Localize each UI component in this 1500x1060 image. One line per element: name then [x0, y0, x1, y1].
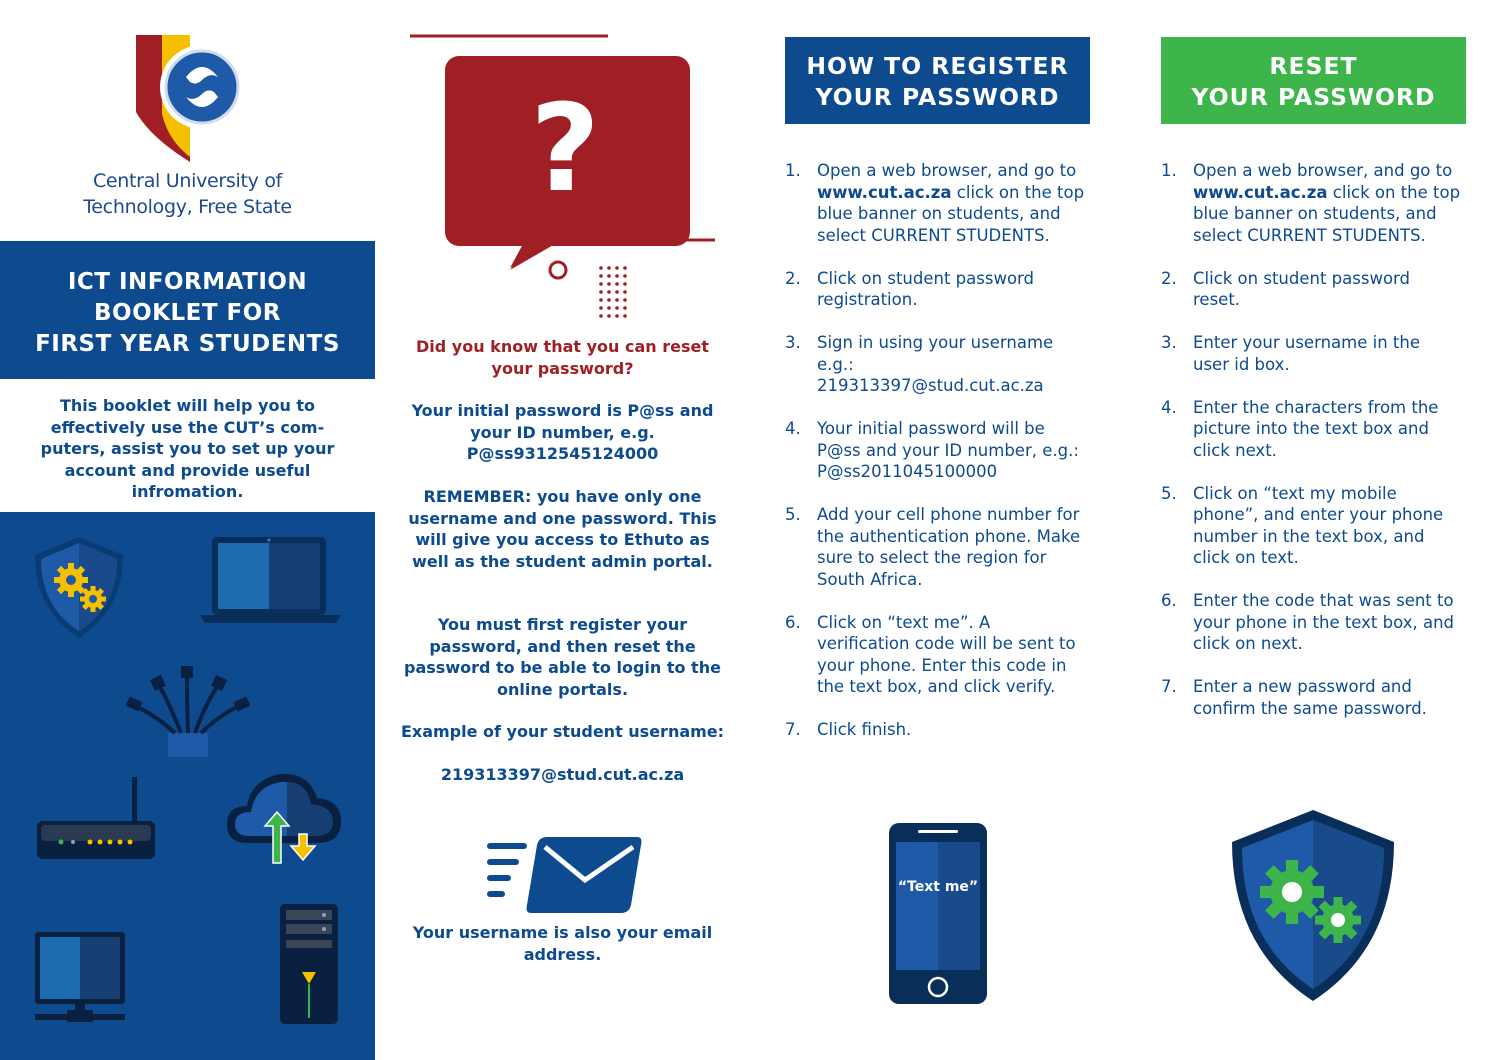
step-text: Your initial password will be P@ss and your ID number, e.g.: P@ss2011045100000	[817, 419, 1079, 481]
register-steps	[785, 160, 1085, 762]
shield-gears-icon	[33, 535, 125, 640]
cut-website-link[interactable]: www.cut.ac.za	[817, 182, 952, 202]
reset-question: Did you know that you can reset your password?	[416, 337, 709, 378]
reset-step-7	[1161, 676, 1461, 719]
register-step-1	[785, 160, 1085, 246]
step-number: 4.	[785, 419, 801, 438]
step-number: 5.	[785, 505, 801, 524]
cloud-transfer-icon	[225, 768, 343, 868]
example-username-label: Example of your student username:	[400, 722, 725, 741]
step-text: Click finish.	[817, 720, 912, 739]
reset-title-line1: RESET	[1269, 52, 1358, 80]
email-note: Your username is also your email address.	[412, 923, 713, 964]
svg-text:?: ?	[530, 80, 600, 219]
remember-note: REMEMBER: you have only one username and one password. This will give you access to Ethuto as well as the student admin portal.	[408, 487, 717, 571]
step-text: Enter your username in the user id box.	[1193, 333, 1420, 374]
step-text: Click on “text me”. A verification code will be sent to your phone. Enter this code in the text box, and click verify.	[817, 612, 1076, 696]
step-number: 2.	[785, 268, 801, 288]
university-logo-icon	[130, 32, 245, 167]
mobile-phone-icon	[888, 822, 988, 1005]
step-number: 2.	[1161, 268, 1177, 288]
step-text: Add your cell phone number for the authentication phone. Make sure to select the region for South Africa.	[817, 505, 1081, 589]
step-number: 3.	[785, 333, 801, 352]
register-step-6	[785, 612, 1085, 698]
register-step-4	[785, 418, 1085, 483]
step-text-pre: Open a web browser, and go to	[1193, 161, 1453, 180]
router-icon	[35, 775, 160, 863]
booklet-title-line2: BOOKLET FOR	[94, 300, 281, 326]
reset-step-4	[1161, 397, 1461, 462]
reset-step-2	[1161, 268, 1461, 311]
register-title-line1: HOW TO REGISTER	[806, 52, 1069, 80]
step-text-post: click on the top blue banner on students, and select CURRENT STUDENTS.	[817, 182, 1085, 245]
step-number: 1.	[1161, 161, 1177, 180]
step-text: Click on “text my mobile phone”, and enter your phone number in the text box, and click on text.	[1193, 483, 1444, 567]
step-text: Enter a new password and confirm the same password.	[1193, 677, 1427, 718]
reset-title-line2: YOUR PASSWORD	[1191, 83, 1436, 111]
reset-step-5	[1161, 483, 1461, 569]
step-text: Sign in using your username e.g.: 219313397@stud.cut.ac.za	[817, 333, 1054, 395]
reset-step-1	[1161, 160, 1461, 246]
shield-gears-icon	[1230, 808, 1396, 1003]
register-step-5	[785, 504, 1085, 590]
register-step-2	[785, 268, 1085, 311]
desktop-tower-icon	[278, 902, 343, 1027]
step-text-post: click on the top blue banner on students, and select CURRENT STUDENTS.	[1193, 182, 1461, 245]
university-name	[0, 168, 375, 220]
booklet-title-line1: ICT INFORMATION	[67, 269, 308, 295]
booklet-intro: This booklet will help you to effectively use the CUT’s com-puters, assist you to set up your account and provide useful infromation.	[40, 396, 335, 501]
step-number: 6.	[1161, 591, 1177, 610]
reset-steps	[1161, 160, 1461, 741]
register-header	[785, 37, 1090, 124]
step-number: 3.	[1161, 333, 1177, 352]
register-step-7	[785, 719, 1085, 741]
step-text: Click on student password reset.	[1193, 268, 1411, 309]
register-step-3	[785, 332, 1085, 397]
step-text: Enter the code that was sent to your phone in the text box, and click on next.	[1193, 591, 1455, 653]
step-text-pre: Open a web browser, and go to	[817, 161, 1077, 180]
step-text: Enter the characters from the picture into the text box and click next.	[1193, 397, 1439, 460]
example-username: 219313397@stud.cut.ac.za	[440, 765, 685, 784]
initial-password-note: Your initial password is P@ss and your ID number, e.g. P@ss9312545124000	[411, 401, 714, 463]
register-title-line2: YOUR PASSWORD	[815, 83, 1060, 111]
question-bubble-icon	[405, 30, 725, 330]
cut-website-link[interactable]: www.cut.ac.za	[1193, 182, 1328, 202]
university-name-line1: Central University of	[92, 170, 283, 192]
step-number: 1.	[785, 161, 801, 180]
step-text: Click on student password registration.	[817, 268, 1035, 309]
university-name-line2: Technology, Free State	[83, 196, 292, 218]
monitor-icon	[33, 930, 128, 1025]
booklet-title-band	[0, 241, 375, 379]
envelope-icon	[485, 835, 645, 915]
reset-step-6	[1161, 590, 1461, 655]
laptop-icon	[198, 535, 343, 627]
network-cables-icon	[125, 665, 250, 760]
register-first-note: You must first register your password, and then reset the password to be able to login to the online portals.	[404, 615, 721, 699]
reset-header	[1161, 37, 1466, 124]
step-number: 4.	[1161, 397, 1177, 417]
booklet-title-line3: FIRST YEAR STUDENTS	[35, 331, 340, 357]
reset-step-3	[1161, 332, 1461, 375]
step-number: 7.	[785, 720, 801, 739]
step-number: 5.	[1161, 483, 1177, 503]
phone-text-me-label: “Text me”	[897, 879, 979, 895]
step-number: 6.	[785, 612, 801, 632]
step-number: 7.	[1161, 677, 1177, 696]
